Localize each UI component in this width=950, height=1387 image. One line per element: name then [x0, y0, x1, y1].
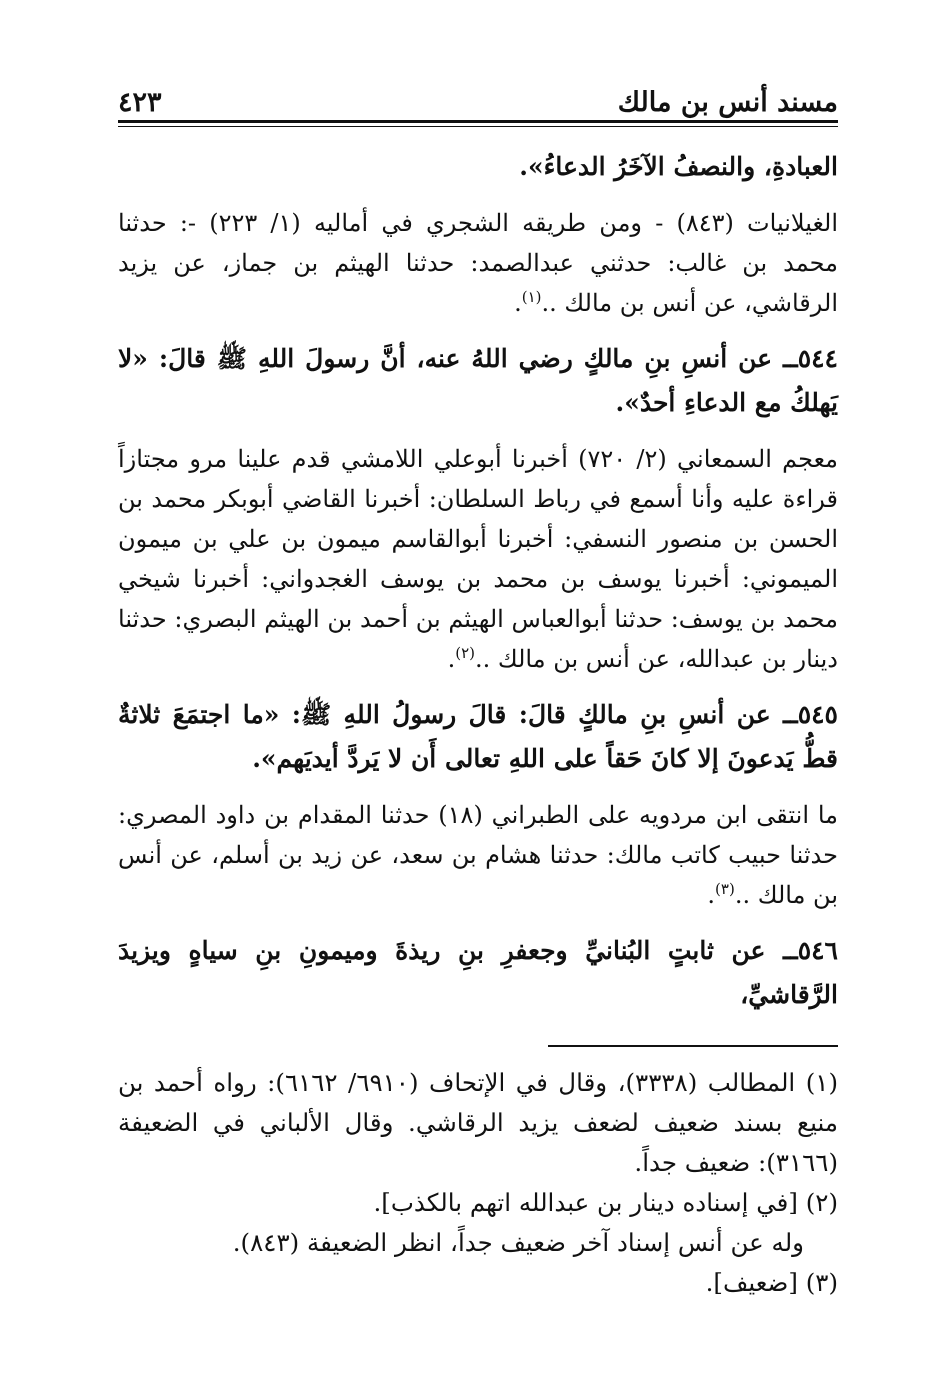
hadith-text: ٥٤٤ــ عن أنسِ بنِ مالكٍ رضي اللهُ عنه، أنَّ رسولَ اللهِ ﷺ قالَ: «لا يَهلكُ مع الدعاءِ أحدٌ». [118, 344, 838, 417]
footnote-1: (١) المطالب (٣٣٣٨)، وقال في الإتحاف (٦٩١٠/ ٦١٦٢): رواه أحمد بن منيع بسند ضعيف لضعف يزيد الرقاشي. وقال الألباني في الضعيفة (٣١٦٦): ضعيف جداً. [118, 1068, 838, 1177]
footnote-2-continued: وله عن أنس إسناد آخر ضعيف جداً، انظر الضعيفة (٨٤٣). [232, 1228, 804, 1257]
header-rule [118, 120, 838, 123]
header-rule-thin [118, 126, 838, 127]
footnote-2: (٢) [في إسناده دينار بن عبدالله اتهم بالكذب]. [373, 1188, 838, 1217]
page-body [118, 145, 838, 1017]
hadith-text: ٥٤٥ــ عن أنسِ بنِ مالكٍ قالَ: قالَ رسولُ اللهِ ﷺ: «ما اجتمَعَ ثلاثةٌ قطُّ يَدعونَ إلا كانَ حَقاً على اللهِ تعالى أَن لا يَردَّ أيديَهم». [118, 700, 838, 773]
source-paragraph: معجم السمعاني (٢/ ٧٢٠) أخبرنا أبوعلي اللامشي قدم علينا مرو مجتازاً قراءة عليه وأنا أسمع في رباط السلطان: أخبرنا القاضي أبوبكر محمد بن الحسن بن منصور النسفي: أخبرنا أبوالقاسم ميمون بن علي بن ميمون الميموني: أخبرنا يوسف بن محمد بن يوسف الغجدواني: أخبرنا شيخي محمد بن يوسف: حدثنا أبوالعباس الهيثم بن أحمد بن الهيثم البصري: حدثنا دينار بن عبدالله، عن أنس بن مالك ..$^{(٢)}$. [118, 445, 839, 673]
footnote-ref: (٣) [715, 880, 735, 898]
page-header [118, 78, 838, 118]
source-paragraph: ما انتقى ابن مردويه على الطبراني (١٨) حدثنا المقدام بن داود المصري: حدثنا حبيب كاتب مالك: حدثنا هشام بن سعد، عن زيد بن أسلم، عن أنس بن مالك ..$^{(٣)}$. [118, 801, 838, 909]
footnote-3: (٣) [ضعيف]. [705, 1268, 838, 1297]
running-title: مسند أنس بن مالك [617, 87, 838, 118]
footnote-ref: (١) [521, 288, 542, 306]
page-number: ٤٢٣ [118, 87, 162, 118]
source-paragraph: الغيلانيات (٨٤٣) - ومن طريقه الشجري في أماليه (١/ ٢٢٣) -: حدثنا محمد بن غالب: حدثني عبدالصمد: حدثنا الهيثم بن جماز، عن يزيد الرقاشي، عن أنس بن مالك ..$^{(١)}$. [118, 209, 838, 317]
book-page [118, 78, 838, 1303]
hadith-text: ٥٤٦ــ عن ثابتٍ البُنانيِّ وجعفرِ بنِ ريذةَ وميمونِ بنِ سياهٍ ويزيدَ الرَّقاشيِّ، [118, 936, 838, 1009]
footnote-ref: (٢) [455, 644, 475, 662]
footnote-separator [548, 1045, 838, 1047]
footnotes [118, 1063, 838, 1303]
hadith-text: العبادةِ، والنصفُ الآخَرُ الدعاءُ». [519, 152, 838, 181]
